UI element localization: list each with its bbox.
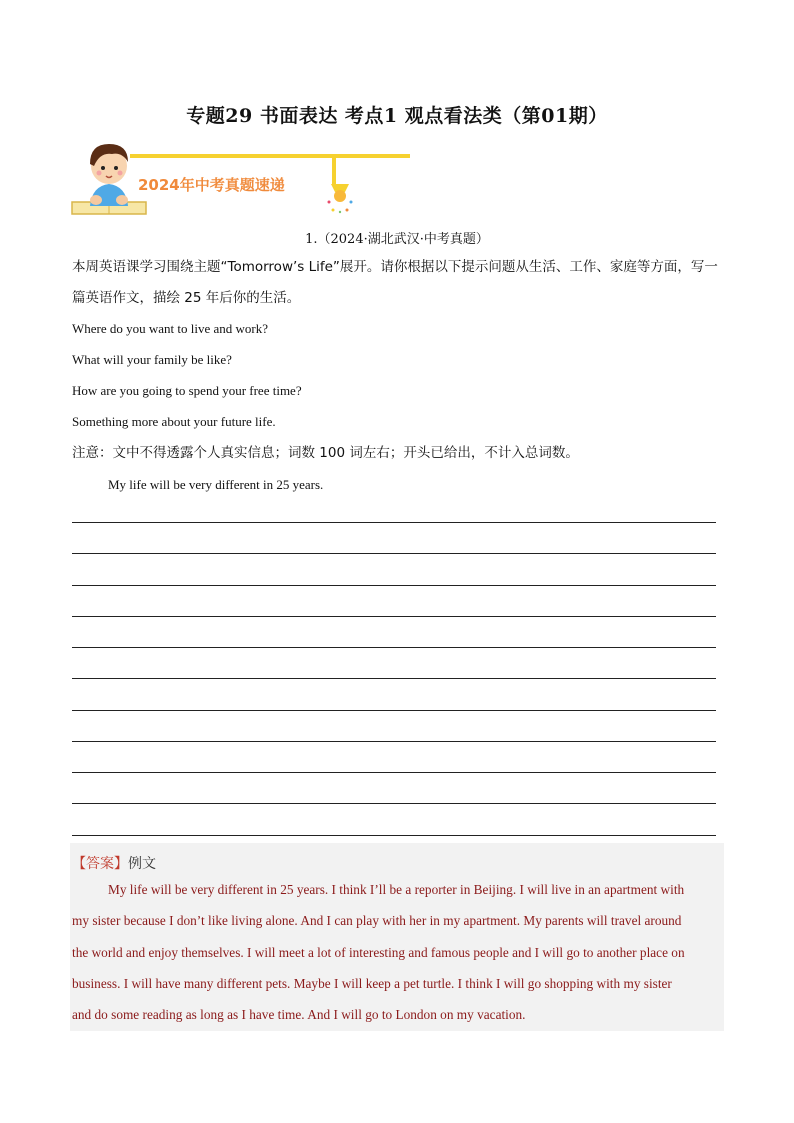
hint-question: What will your family be like? bbox=[72, 352, 232, 367]
banner-bar bbox=[130, 154, 410, 158]
answer-sublabel: 例文 bbox=[128, 856, 156, 872]
writing-note: 注意：文中不得透露个人真实信息；词数 100 词左右；开头已给出，不计入总词数。 bbox=[72, 445, 579, 461]
banner-label: 2024年中考真题速递 bbox=[138, 176, 285, 194]
writing-line bbox=[72, 772, 716, 773]
answer-text-line: my sister because I don’t like living alone. And I can play with her in my apartment. My parents will travel around bbox=[72, 913, 682, 928]
answer-text-line: the world and enjoy themselves. I will meet a lot of interesting and famous people and I will go to another place on bbox=[72, 945, 685, 960]
hint-question: How are you going to spend your free time? bbox=[72, 383, 302, 398]
writing-line bbox=[72, 835, 716, 836]
answer-text-line: and do some reading as long as I have time. And I will go to London on my vacation. bbox=[72, 1007, 526, 1022]
hint-question: Where do you want to live and work? bbox=[72, 321, 269, 336]
answer-section bbox=[70, 843, 724, 1031]
hint-question: Something more about your future life. bbox=[72, 414, 276, 429]
writing-line bbox=[72, 585, 716, 586]
answer-text-line: business. I will have many different pets. Maybe I will keep a pet turtle. I think I will go shopping with my sister bbox=[72, 976, 672, 991]
page-title: 专题29 书面表达 考点1 观点看法类（第01期） bbox=[186, 105, 608, 127]
section-banner bbox=[70, 136, 360, 220]
question-prompt-line: 本周英语课学习围绕主题“Tomorrow’s Life”展开。请你根据以下提示问题从生活、工作、家庭等方面，写一 bbox=[72, 259, 718, 275]
writing-line bbox=[72, 741, 716, 742]
writing-line bbox=[72, 522, 716, 523]
writing-line bbox=[72, 553, 716, 554]
writing-line bbox=[72, 678, 716, 679]
lightbulb-icon bbox=[323, 180, 357, 214]
answer-text-line: My life will be very different in 25 years. I think I’ll be a reporter in Beijing. I will live in an apartment with bbox=[108, 882, 685, 897]
essay-opening: My life will be very different in 25 years. bbox=[108, 477, 324, 492]
writing-line bbox=[72, 710, 716, 711]
boy-reading-icon bbox=[70, 136, 148, 220]
answer-label: 【答案】 bbox=[72, 856, 128, 872]
question-prompt-line: 篇英语作文，描绘 25 年后你的生活。 bbox=[72, 290, 301, 306]
question-number: 1.（2024·湖北武汉·中考真题） bbox=[305, 232, 489, 247]
writing-line bbox=[72, 616, 716, 617]
writing-line bbox=[72, 803, 716, 804]
answer-heading bbox=[72, 853, 156, 873]
writing-line bbox=[72, 647, 716, 648]
